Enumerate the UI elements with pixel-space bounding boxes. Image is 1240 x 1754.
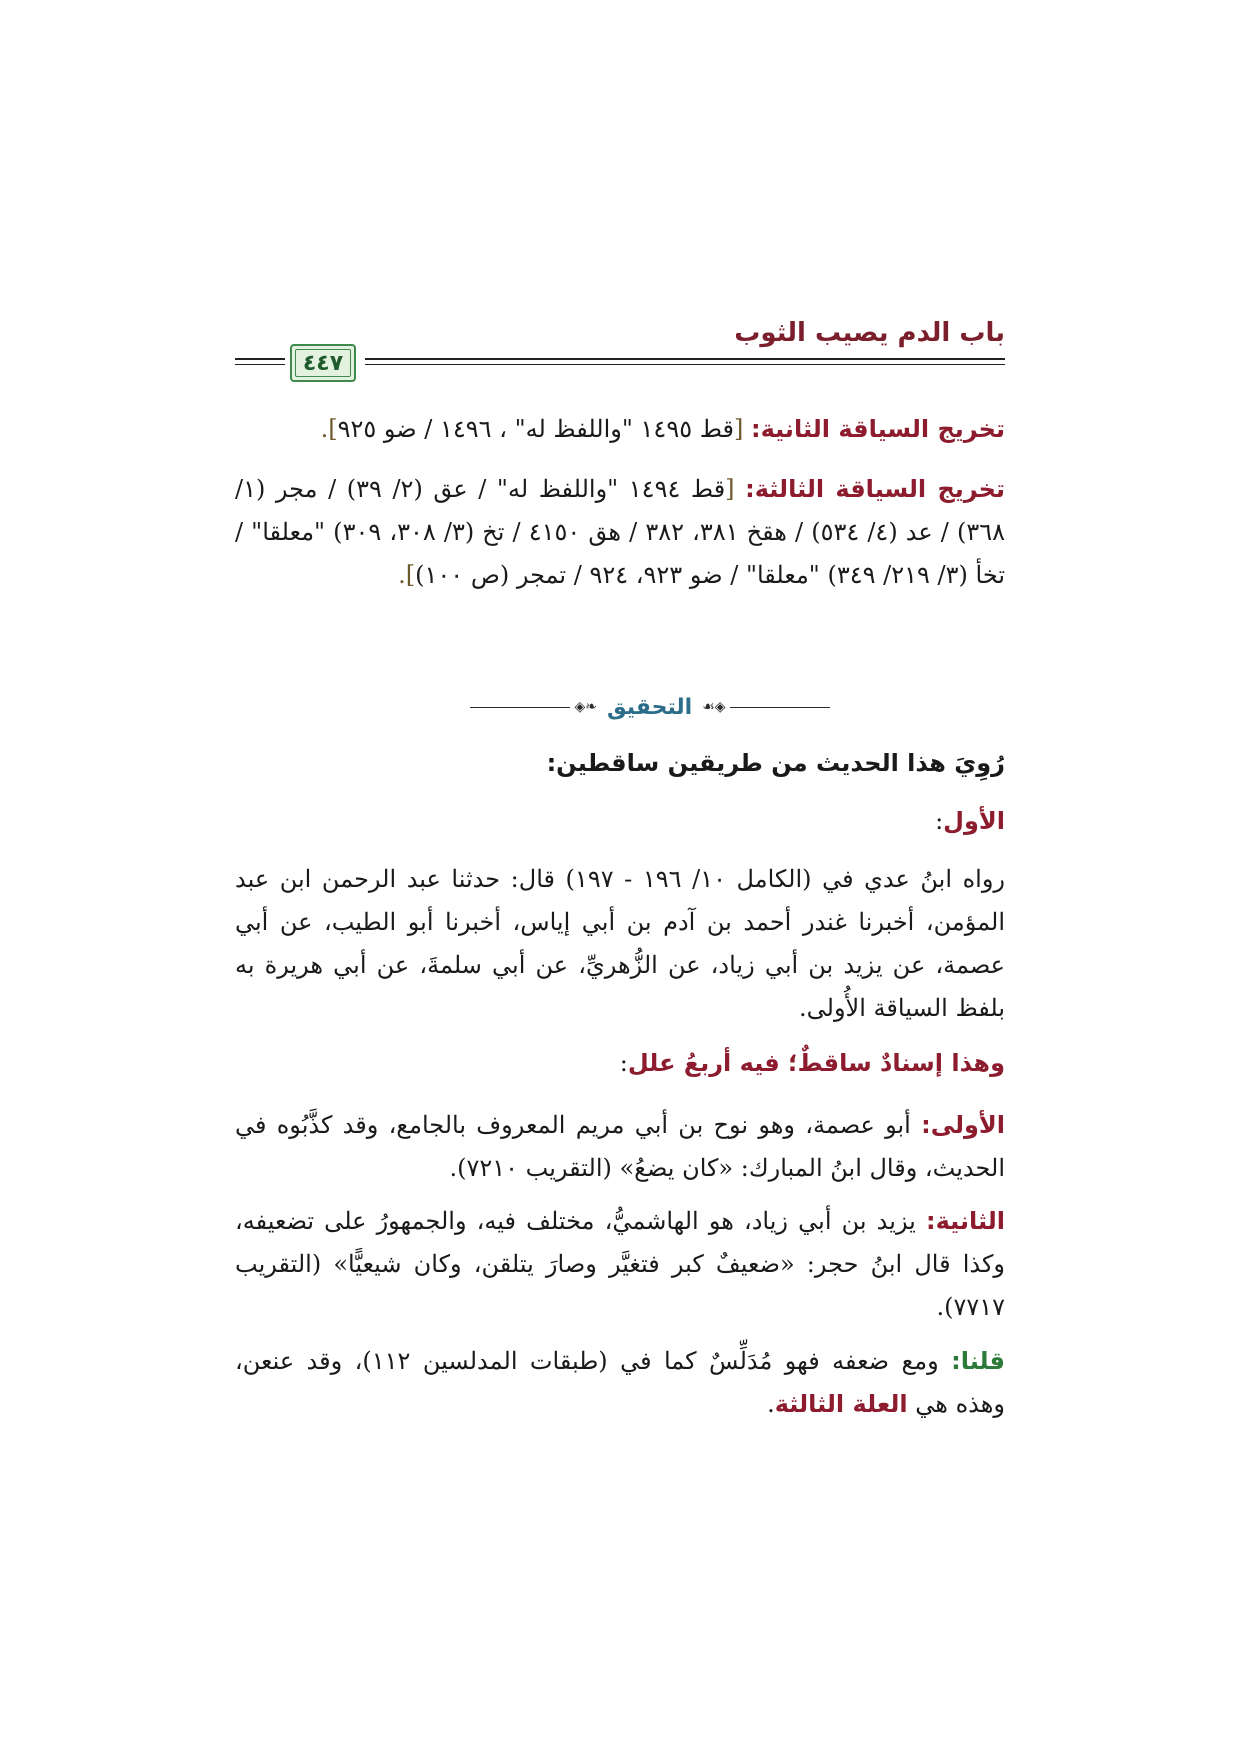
bracket-open: [ — [725, 475, 746, 503]
takhrij-third-text: قط ١٤٩٤ "واللفظ له" / عق (٢/ ٣٩) / مجر (١/ ٣٦٨) / عد (٤/ ٥٣٤) / هقخ ٣٨١، ٣٨٢ / هق ٤١٥٠ / تخ (٣/ ٣٠٨، ٣٠٩) "معلقا" / تخأ (٣/ ٢١٩/ ٣٤٩) "معلقا" / ضو ٩٢٣، ٩٢٤ / تمجر (ص ١٠٠) — [235, 475, 1005, 589]
qulna-paragraph — [235, 1340, 1005, 1426]
page-number-frame — [290, 344, 356, 382]
takhrij-second-paragraph — [235, 408, 1005, 451]
illa-second-text: يزيد بن أبي زياد، هو الهاشميُّ، مختلف فيه، والجمهورُ على تضعيفه، وكذا قال ابنُ حجر: «ضعيفٌ كبر فتغيَّر وصارَ يتلقن، وكان شيعيًّا» (التقريب ٧٧١٧). — [235, 1207, 1005, 1321]
qulna-text: ومع ضعفه فهو مُدَلِّسٌ كما في (طبقات المدلسين ١١٢)، وقد عنعن، وهذه هي — [235, 1347, 1005, 1418]
bracket-close: ]. — [320, 415, 338, 443]
section-divider — [470, 694, 830, 720]
chapter-title: باب الدم يصيب الثوب — [734, 318, 1005, 348]
bracket-open: [ — [733, 415, 751, 443]
takhrij-third-label: تخريج السياقة الثالثة: — [745, 475, 1005, 503]
qulna-end: . — [767, 1390, 775, 1418]
first-label: الأول — [943, 807, 1005, 835]
illa-first-text: أبو عصمة، وهو نوح بن أبي مريم المعروف بالجامع، وقد كذَّبُوه في الحديث، وقال ابنُ المبارك: «كان يضعُ» (التقريب ٧٢١٠). — [235, 1111, 1005, 1182]
qulna-highlight: العلة الثالثة — [774, 1390, 908, 1418]
illa-second-paragraph — [235, 1200, 1005, 1329]
divider-line-right — [470, 707, 570, 708]
page-number: ٤٤٧ — [302, 350, 344, 376]
divider-line-left — [730, 707, 830, 708]
first-heading — [235, 800, 1005, 843]
header-rule-left-a — [235, 358, 285, 360]
illa-second-label: الثانية: — [926, 1207, 1006, 1235]
first-colon: : — [935, 807, 944, 835]
takhrij-third-paragraph — [235, 468, 1005, 597]
ornament-icon: ◈❧ — [574, 699, 597, 715]
isnad-colon: : — [619, 1049, 628, 1077]
header-rule-secondary — [365, 364, 1005, 365]
illa-first-paragraph — [235, 1104, 1005, 1190]
bracket-close: ]. — [398, 561, 416, 589]
isnad-heading — [235, 1042, 1005, 1085]
first-route-paragraph: رواه ابنُ عدي في (الكامل ١٠/ ١٩٦ - ١٩٧) قال: حدثنا عبد الرحمن ابن عبد المؤمن، أخبرنا غندر أحمد بن آدم بن أبي إياس، أخبرنا أبو الطيب، عن أبي عصمة، عن يزيد بن أبي زياد، عن الزُّهريِّ، عن أبي سلمةَ، عن أبي هريرة به بلفظ السياقة الأُولى. — [235, 865, 1006, 1022]
qulna-label: قلنا: — [951, 1347, 1006, 1375]
header-rule-main — [365, 358, 1005, 360]
header-rule-left-b — [235, 364, 285, 365]
section-title: التحقيق — [606, 694, 693, 720]
illa-first-label: الأولى: — [921, 1111, 1005, 1139]
takhrij-second-text: قط ١٤٩٥ "واللفظ له" ، ١٤٩٦ / ضو ٩٢٥ — [337, 415, 734, 443]
takhrij-second-label: تخريج السياقة الثانية: — [750, 415, 1005, 443]
intro-sentence: رُوِيَ هذا الحديث من طريقين ساقطين: — [546, 749, 1005, 777]
isnad-text: وهذا إسنادٌ ساقطٌ؛ فيه أربعُ علل — [627, 1049, 1005, 1077]
ornament-icon: ☙◈ — [702, 699, 726, 715]
